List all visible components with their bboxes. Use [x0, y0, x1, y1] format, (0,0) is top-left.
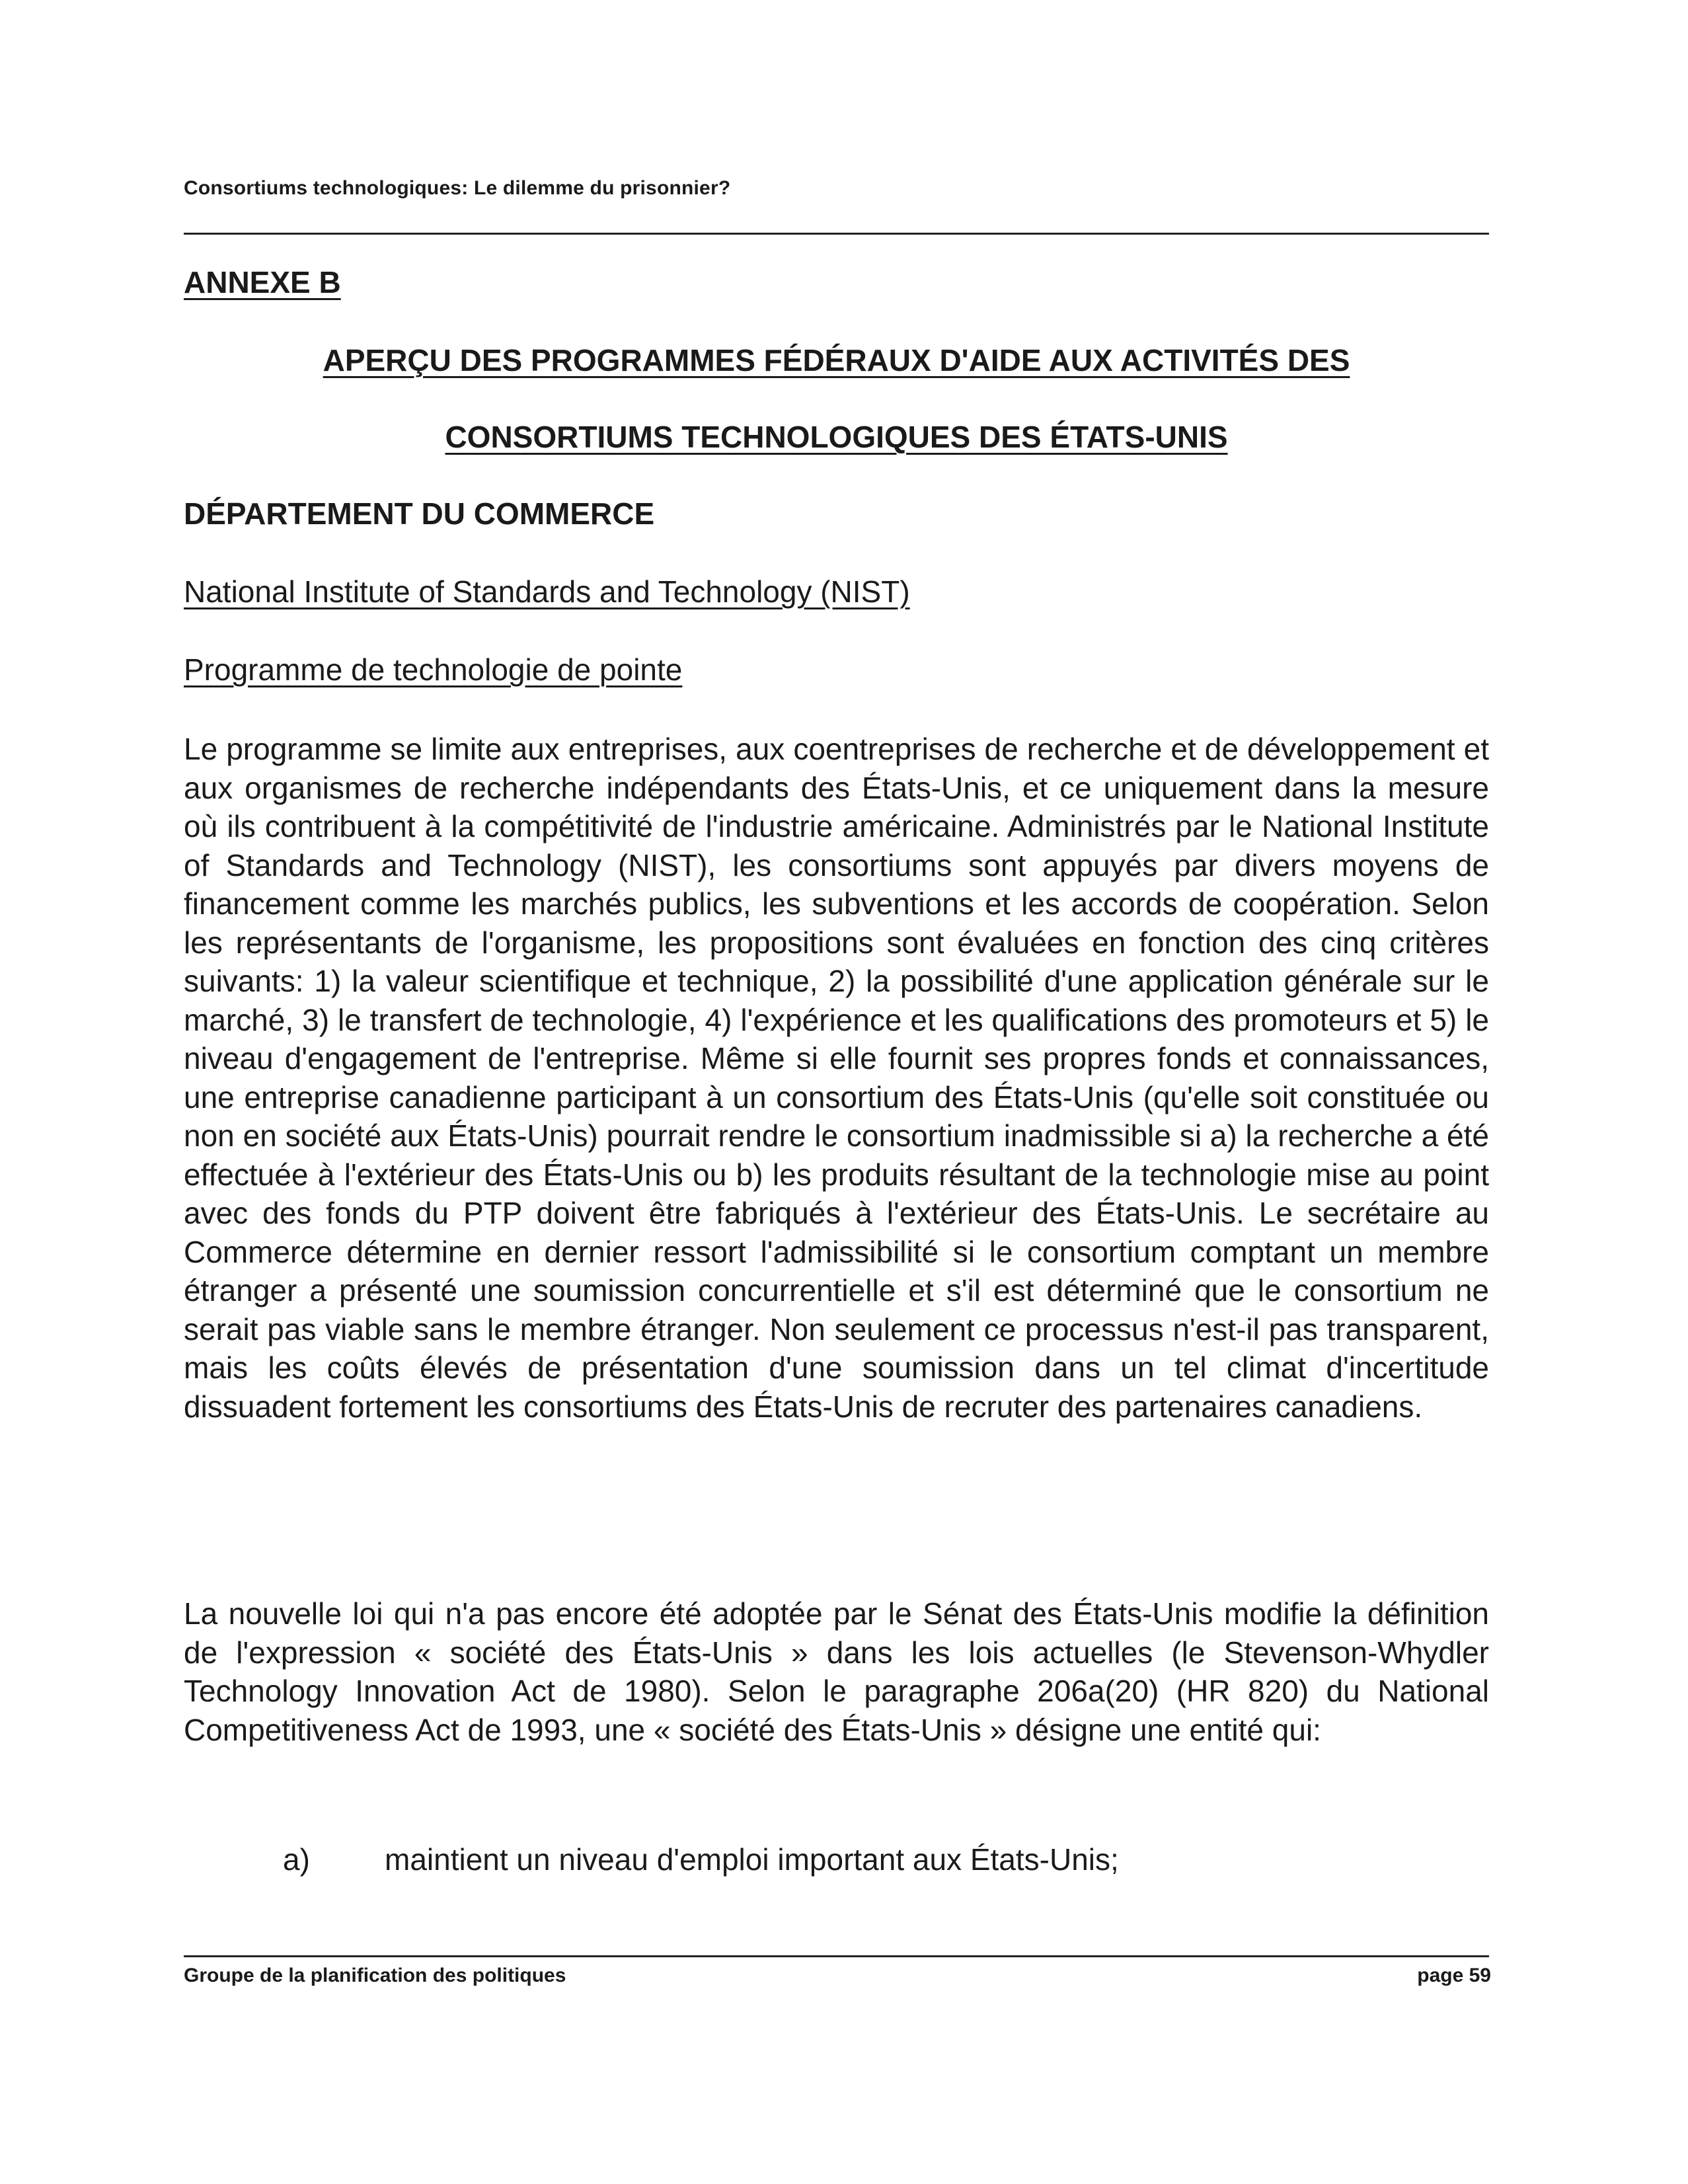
- department-heading: DÉPARTEMENT DU COMMERCE: [184, 496, 655, 531]
- document-title-line-1: APERÇU DES PROGRAMMES FÉDÉRAUX D'AIDE AUX ACTIVITÉS DES: [323, 343, 1350, 377]
- list-item-marker: a): [283, 1842, 310, 1877]
- running-header: Consortiums technologiques: Le dilemme du prisonnier?: [184, 177, 731, 199]
- footer-organization: Groupe de la planification des politiques: [184, 1965, 566, 1986]
- annex-label: ANNEXE B: [184, 265, 341, 299]
- program-heading: Programme de technologie de pointe: [184, 652, 683, 687]
- list-item: [283, 1842, 1119, 1877]
- institute-heading: National Institute of Standards and Technology (NIST): [184, 574, 910, 609]
- list-item-text: maintient un niveau d'emploi important aux États-Unis;: [385, 1842, 1119, 1877]
- footer-rule: [184, 1955, 1489, 1957]
- document-title-line-2: CONSORTIUMS TECHNOLOGIQUES DES ÉTATS-UNIS: [445, 420, 1228, 454]
- body-paragraph-1: Le programme se limite aux entreprises, aux coentreprises de recherche et de développement et aux organismes de recherche indépendants des États-Unis, et ce uniquement dans la mesure où ils contribuent à la compétitivité de l'industrie américaine. Administrés par le National Institute of Standards and Technology (NIST), les consortiums sont appuyés par divers moyens de financement comme les marchés publics, les subventions et les accords de coopération. Selon les représentants de l'organisme, les propositions sont évaluées en fonction des cinq critères suivants: 1) la valeur scientifique et technique, 2) la possibilité d'une application générale sur le marché, 3) le transfert de technologie, 4) l'expérience et les qualifications des promoteurs et 5) le niveau d'engagement de l'entreprise. Même si elle fournit ses propres fonds et connaissances, une entreprise canadienne participant à un consortium des États-Unis (qu'elle soit constituée ou non en société aux États-Unis) pourrait rendre le consortium inadmissible si a) la recherche a été effectuée à l'extérieur des États-Unis ou b) les produits résultant de la technologie mise au point avec des fonds du PTP doivent être fabriqués à l'extérieur des États-Unis. Le secrétaire au Commerce détermine en dernier ressort l'admissibilité si le consortium comptant un membre étranger a présenté une soumission concurrentielle et s'il est déterminé que le consortium ne serait pas viable sans le membre étranger. Non seulement ce processus n'est-il pas transparent, mais les coûts élevés de présentation d'une soumission dans un tel climat d'incertitude dissuadent fortement les consortiums des États-Unis de recruter des partenaires canadiens.: [184, 732, 1489, 1424]
- body-paragraph-2: La nouvelle loi qui n'a pas encore été adoptée par le Sénat des États-Unis modifie la définition de l'expression « société des États-Unis » dans les lois actuelles (le Stevenson-Whydler Technology Innovation Act de 1980). Selon le paragraphe 206a(20) (HR 820) du National Competitiveness Act de 1993, une « société des États-Unis » désigne une entité qui:: [184, 1596, 1489, 1747]
- page-number: page 59: [1417, 1965, 1491, 1986]
- header-rule: [184, 233, 1489, 235]
